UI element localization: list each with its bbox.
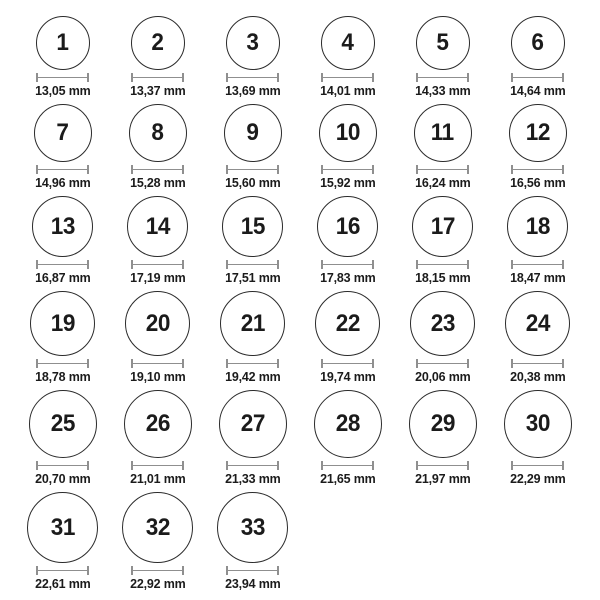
ring-circle [321, 16, 375, 70]
ring-circle [507, 196, 568, 257]
ring-size-number: 11 [431, 119, 454, 146]
diameter-measure-line [416, 461, 469, 470]
ring-cell [205, 196, 300, 286]
ring-size-number: 33 [240, 513, 265, 541]
measure-line-bar [321, 169, 374, 171]
diameter-label: 16,87 mm [34, 270, 91, 285]
measure-line-bar [321, 264, 374, 266]
diameter-label: 14,96 mm [34, 175, 91, 190]
measure-line-bar [131, 465, 184, 467]
ring-circle [29, 390, 97, 458]
diameter-measure-line [36, 73, 89, 82]
diameter-measure-line [226, 359, 279, 368]
ring-cell [15, 291, 110, 385]
diameter-label: 19,42 mm [224, 369, 281, 384]
diameter-measure-line [321, 359, 374, 368]
diameter-label: 19,10 mm [129, 369, 186, 384]
ring-size-number: 26 [145, 410, 170, 437]
measure-line-bar [226, 465, 279, 467]
ring-size-number: 22 [335, 309, 360, 337]
ring-cell [395, 104, 490, 191]
ring-cell [205, 390, 300, 487]
ring-circle [217, 492, 288, 563]
ring-cell [15, 104, 110, 191]
diameter-measure-line [321, 260, 374, 269]
ring-size-number: 14 [145, 212, 170, 240]
measure-line-bar [131, 570, 184, 572]
ring-circle [414, 104, 472, 162]
diameter-label: 19,74 mm [319, 369, 376, 384]
ring-cell [110, 291, 205, 385]
ring-cell [205, 492, 300, 592]
diameter-label: 18,47 mm [509, 270, 566, 285]
diameter-label: 16,56 mm [509, 175, 566, 190]
diameter-label: 21,01 mm [129, 471, 186, 486]
diameter-measure-line [131, 359, 184, 368]
ring-circle [124, 390, 192, 458]
ring-cell [110, 16, 205, 99]
diameter-label: 14,64 mm [509, 83, 566, 98]
measure-line-bar [416, 363, 469, 365]
diameter-label: 15,92 mm [319, 175, 376, 190]
ring-cell [300, 16, 395, 99]
ring-cell [300, 196, 395, 286]
ring-circle [511, 16, 565, 70]
ring-cell [395, 196, 490, 286]
measure-line-bar [511, 77, 564, 79]
measure-line-bar [226, 77, 279, 79]
diameter-label: 20,70 mm [34, 471, 91, 486]
diameter-measure-line [416, 73, 469, 82]
ring-cell [205, 291, 300, 385]
measure-line-bar [416, 77, 469, 79]
diameter-measure-line [131, 165, 184, 174]
ring-size-number: 29 [430, 410, 455, 437]
ring-circle [27, 492, 98, 563]
diameter-measure-line [131, 566, 184, 575]
ring-size-number: 6 [531, 29, 544, 56]
diameter-measure-line [321, 461, 374, 470]
ring-size-number: 1 [56, 29, 69, 56]
ring-circle [409, 390, 477, 458]
diameter-label: 16,24 mm [414, 175, 471, 190]
diameter-measure-line [226, 165, 279, 174]
ring-circle [224, 104, 282, 162]
diameter-label: 14,01 mm [319, 83, 376, 98]
diameter-measure-line [36, 359, 89, 368]
measure-line-bar [511, 465, 564, 467]
measure-line-bar [36, 465, 89, 467]
measure-line-bar [36, 77, 89, 79]
measure-line-bar [321, 363, 374, 365]
diameter-measure-line [511, 461, 564, 470]
diameter-measure-line [511, 260, 564, 269]
ring-size-number: 20 [145, 309, 170, 337]
ring-cell [205, 16, 300, 99]
diameter-label: 21,97 mm [414, 471, 471, 486]
ring-circle [315, 291, 380, 356]
measure-line-bar [131, 169, 184, 171]
ring-circle [125, 291, 190, 356]
measure-line-bar [226, 570, 279, 572]
ring-circle [314, 390, 382, 458]
ring-cell [110, 104, 205, 191]
measure-line-bar [511, 264, 564, 266]
ring-cell [300, 104, 395, 191]
diameter-label: 22,29 mm [509, 471, 566, 486]
diameter-measure-line [36, 566, 89, 575]
diameter-measure-line [131, 260, 184, 269]
diameter-measure-line [511, 359, 564, 368]
diameter-measure-line [36, 165, 89, 174]
ring-circle [220, 291, 285, 356]
diameter-label: 21,33 mm [224, 471, 281, 486]
measure-line-bar [36, 264, 89, 266]
ring-size-number: 15 [240, 212, 265, 240]
ring-circle [412, 196, 473, 257]
ring-size-number: 2 [151, 29, 164, 56]
diameter-measure-line [131, 461, 184, 470]
ring-cell [490, 291, 585, 385]
ring-cell [490, 390, 585, 487]
measure-line-bar [226, 363, 279, 365]
diameter-measure-line [416, 260, 469, 269]
ring-size-number: 5 [436, 29, 449, 56]
ring-cell [490, 104, 585, 191]
measure-line-bar [131, 363, 184, 365]
diameter-measure-line [226, 566, 279, 575]
ring-size-number: 4 [341, 29, 354, 56]
ring-circle [505, 291, 570, 356]
measure-line-bar [416, 465, 469, 467]
ring-cell [110, 390, 205, 487]
diameter-measure-line [511, 73, 564, 82]
ring-size-number: 25 [50, 410, 75, 437]
ring-size-number: 18 [525, 212, 550, 240]
ring-cell [15, 390, 110, 487]
diameter-measure-line [226, 461, 279, 470]
ring-circle [127, 196, 188, 257]
ring-circle [509, 104, 567, 162]
ring-size-number: 17 [430, 212, 455, 240]
diameter-measure-line [321, 165, 374, 174]
ring-size-number: 28 [335, 410, 360, 437]
ring-cell [300, 390, 395, 487]
measure-line-bar [36, 363, 89, 365]
ring-size-number: 27 [240, 410, 265, 437]
diameter-label: 17,19 mm [129, 270, 186, 285]
ring-size-number: 3 [246, 29, 259, 56]
diameter-measure-line [511, 165, 564, 174]
ring-cell [300, 291, 395, 385]
ring-cell [15, 196, 110, 286]
ring-circle [34, 104, 92, 162]
diameter-label: 17,51 mm [224, 270, 281, 285]
diameter-label: 15,28 mm [129, 175, 186, 190]
diameter-measure-line [131, 73, 184, 82]
measure-line-bar [416, 169, 469, 171]
ring-cell [110, 196, 205, 286]
diameter-label: 18,78 mm [34, 369, 91, 384]
ring-size-number: 30 [525, 410, 550, 437]
ring-size-number: 8 [151, 119, 164, 146]
ring-cell [15, 16, 110, 99]
ring-circle [219, 390, 287, 458]
ring-size-number: 31 [50, 513, 75, 541]
ring-size-number: 23 [430, 309, 455, 337]
measure-line-bar [226, 264, 279, 266]
diameter-measure-line [36, 260, 89, 269]
ring-cell [395, 16, 490, 99]
measure-line-bar [226, 169, 279, 171]
diameter-label: 17,83 mm [319, 270, 376, 285]
measure-line-bar [511, 363, 564, 365]
ring-size-number: 12 [525, 119, 550, 146]
ring-cell [205, 104, 300, 191]
ring-circle [410, 291, 475, 356]
ring-size-number: 19 [50, 309, 75, 337]
diameter-measure-line [416, 165, 469, 174]
measure-line-bar [36, 169, 89, 171]
ring-cell [15, 492, 110, 592]
ring-size-number: 16 [335, 212, 360, 240]
ring-circle [226, 16, 280, 70]
ring-size-number: 24 [525, 309, 550, 337]
ring-circle [131, 16, 185, 70]
diameter-measure-line [416, 359, 469, 368]
ring-circle [504, 390, 572, 458]
diameter-measure-line [226, 260, 279, 269]
diameter-label: 13,05 mm [34, 83, 91, 98]
ring-cell [490, 196, 585, 286]
diameter-label: 13,69 mm [224, 83, 281, 98]
diameter-label: 23,94 mm [224, 576, 281, 591]
diameter-label: 20,38 mm [509, 369, 566, 384]
diameter-label: 21,65 mm [319, 471, 376, 486]
ring-circle [122, 492, 193, 563]
ring-size-number: 21 [240, 309, 265, 337]
measure-line-bar [36, 570, 89, 572]
ring-circle [32, 196, 93, 257]
ring-size-number: 9 [246, 119, 259, 146]
ring-cell [395, 291, 490, 385]
measure-line-bar [321, 465, 374, 467]
ring-circle [36, 16, 90, 70]
diameter-measure-line [321, 73, 374, 82]
ring-circle [222, 196, 283, 257]
diameter-measure-line [226, 73, 279, 82]
diameter-label: 15,60 mm [224, 175, 281, 190]
measure-line-bar [511, 169, 564, 171]
ring-circle [416, 16, 470, 70]
ring-size-number: 7 [56, 119, 69, 146]
measure-line-bar [131, 264, 184, 266]
diameter-label: 13,37 mm [129, 83, 186, 98]
ring-size-number: 10 [335, 119, 360, 146]
diameter-label: 22,61 mm [34, 576, 91, 591]
ring-circle [317, 196, 378, 257]
measure-line-bar [321, 77, 374, 79]
ring-cell [395, 390, 490, 487]
ring-size-number: 32 [145, 513, 170, 541]
ring-cell [110, 492, 205, 592]
diameter-label: 14,33 mm [414, 83, 471, 98]
ring-size-number: 13 [50, 212, 75, 240]
ring-circle [30, 291, 95, 356]
diameter-label: 20,06 mm [414, 369, 471, 384]
ring-circle [319, 104, 377, 162]
diameter-label: 22,92 mm [129, 576, 186, 591]
measure-line-bar [131, 77, 184, 79]
diameter-label: 18,15 mm [414, 270, 471, 285]
diameter-measure-line [36, 461, 89, 470]
ring-circle [129, 104, 187, 162]
measure-line-bar [416, 264, 469, 266]
ring-cell [490, 16, 585, 99]
